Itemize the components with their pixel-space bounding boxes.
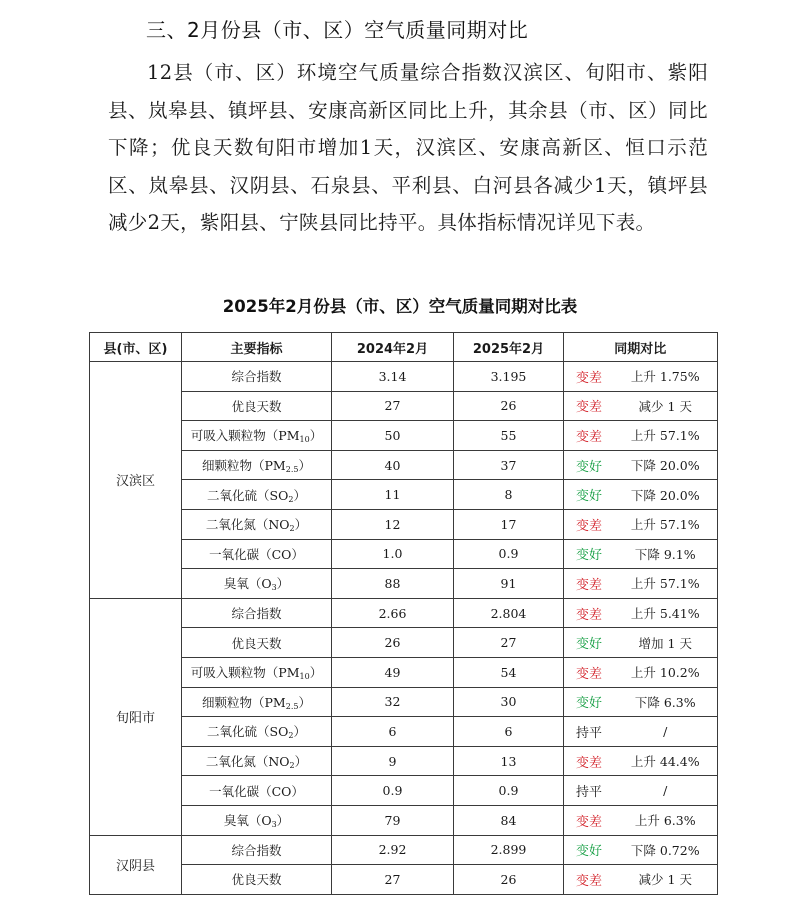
indicator-suffix: ） xyxy=(294,517,308,533)
indicator-cell xyxy=(182,598,332,628)
value-v2024: 50 xyxy=(332,421,454,451)
value-v2025: 6 xyxy=(454,717,564,747)
trend-label: 变差 xyxy=(564,805,615,835)
value-v2024: 12 xyxy=(332,509,454,539)
change-value: 上升 10.2% xyxy=(614,657,717,687)
header-2025: 2025年2月 xyxy=(454,333,564,362)
value-v2024: 27 xyxy=(332,865,454,895)
indicator-label: 细颗粒物（PM xyxy=(202,694,286,710)
indicator-cell xyxy=(182,569,332,599)
indicator-label: 二氧化硫（SO xyxy=(207,724,289,740)
trend-label: 变差 xyxy=(564,509,615,539)
indicator-label: 臭氧（O xyxy=(223,576,272,592)
table-row xyxy=(90,598,718,628)
table-row xyxy=(90,717,718,747)
indicator-label: 优良天数 xyxy=(231,635,282,651)
table-row xyxy=(90,776,718,806)
change-value: 上升 6.3% xyxy=(614,805,717,835)
indicator-suffix: ） xyxy=(293,724,306,740)
indicator-suffix: ） xyxy=(298,694,311,710)
change-value: 上升 57.1% xyxy=(614,421,717,451)
trend-label: 变好 xyxy=(564,539,615,569)
trend-label: 变好 xyxy=(564,628,615,658)
change-value: 下降 0.72% xyxy=(614,835,717,865)
value-v2024: 0.9 xyxy=(332,776,454,806)
header-compare: 同期对比 xyxy=(564,333,718,362)
indicator-label: 综合指数 xyxy=(231,842,282,858)
table-row xyxy=(90,657,718,687)
table-row xyxy=(90,628,718,658)
trend-label: 变差 xyxy=(564,598,615,628)
value-v2025: 37 xyxy=(454,450,564,480)
indicator-cell xyxy=(182,480,332,510)
indicator-subscript: 2 xyxy=(288,494,294,504)
change-value: 下降 20.0% xyxy=(614,480,717,510)
value-v2024: 3.14 xyxy=(332,362,454,392)
table-row xyxy=(90,539,718,569)
indicator-suffix: ） xyxy=(298,458,311,474)
indicator-subscript: 10 xyxy=(299,435,310,445)
table-row xyxy=(90,835,718,865)
value-v2024: 2.92 xyxy=(332,835,454,865)
change-value: / xyxy=(614,776,717,806)
value-v2024: 6 xyxy=(332,717,454,747)
value-v2025: 26 xyxy=(454,865,564,895)
table-row xyxy=(90,569,718,599)
value-v2024: 9 xyxy=(332,746,454,776)
indicator-cell xyxy=(182,717,332,747)
value-v2024: 27 xyxy=(332,391,454,421)
table-row xyxy=(90,509,718,539)
value-v2024: 26 xyxy=(332,628,454,658)
trend-label: 变差 xyxy=(564,746,615,776)
indicator-cell xyxy=(182,835,332,865)
value-v2025: 8 xyxy=(454,480,564,510)
county-cell: 旬阳市 xyxy=(90,598,182,835)
indicator-cell xyxy=(182,805,332,835)
trend-label: 变差 xyxy=(564,657,615,687)
indicator-label: 综合指数 xyxy=(231,369,282,385)
indicator-suffix: ） xyxy=(293,487,306,503)
indicator-label: 臭氧（O xyxy=(223,813,272,829)
trend-label: 持平 xyxy=(564,776,615,806)
indicator-subscript: 3 xyxy=(271,583,277,593)
table-row xyxy=(90,805,718,835)
indicator-label: 二氧化氮（NO xyxy=(205,754,290,770)
indicator-suffix: ） xyxy=(309,428,323,444)
change-value: 增加 1 天 xyxy=(614,628,717,658)
indicator-label: 细颗粒物（PM xyxy=(202,458,286,474)
change-value: 下降 6.3% xyxy=(614,687,717,717)
change-value: / xyxy=(614,717,717,747)
table-row xyxy=(90,480,718,510)
indicator-cell xyxy=(182,450,332,480)
indicator-cell xyxy=(182,657,332,687)
indicator-label: 一氧化碳（CO） xyxy=(209,546,304,562)
indicator-label: 优良天数 xyxy=(231,398,282,414)
change-value: 上升 57.1% xyxy=(614,569,717,599)
change-value: 减少 1 天 xyxy=(614,391,717,421)
indicator-cell xyxy=(182,865,332,895)
table-row xyxy=(90,865,718,895)
indicator-suffix: ） xyxy=(276,576,290,592)
indicator-suffix: ） xyxy=(294,754,308,770)
value-v2025: 26 xyxy=(454,391,564,421)
table-row xyxy=(90,421,718,451)
indicator-cell xyxy=(182,362,332,392)
table-row xyxy=(90,362,718,392)
county-cell: 汉阴县 xyxy=(90,835,182,894)
trend-label: 变好 xyxy=(564,480,615,510)
indicator-cell xyxy=(182,628,332,658)
county-cell: 汉滨区 xyxy=(90,362,182,599)
indicator-subscript: 2.5 xyxy=(285,465,299,475)
value-v2025: 2.804 xyxy=(454,598,564,628)
table-body xyxy=(90,362,718,895)
value-v2024: 49 xyxy=(332,657,454,687)
change-value: 上升 57.1% xyxy=(614,509,717,539)
value-v2025: 0.9 xyxy=(454,539,564,569)
indicator-cell xyxy=(182,776,332,806)
trend-label: 变好 xyxy=(564,450,615,480)
value-v2024: 2.66 xyxy=(332,598,454,628)
value-v2024: 88 xyxy=(332,569,454,599)
indicator-cell xyxy=(182,539,332,569)
value-v2025: 2.899 xyxy=(454,835,564,865)
header-2024: 2024年2月 xyxy=(332,333,454,362)
trend-label: 变好 xyxy=(564,835,615,865)
table-header-row xyxy=(90,333,718,362)
change-value: 下降 20.0% xyxy=(614,450,717,480)
indicator-cell xyxy=(182,746,332,776)
table-row xyxy=(90,746,718,776)
indicator-cell xyxy=(182,421,332,451)
value-v2024: 11 xyxy=(332,480,454,510)
indicator-subscript: 2.5 xyxy=(285,701,299,711)
value-v2025: 30 xyxy=(454,687,564,717)
value-v2024: 32 xyxy=(332,687,454,717)
value-v2025: 17 xyxy=(454,509,564,539)
value-v2024: 79 xyxy=(332,805,454,835)
value-v2025: 84 xyxy=(454,805,564,835)
indicator-subscript: 2 xyxy=(289,761,295,771)
table-title: 2025年2月份县（市、区）空气质量同期对比表 xyxy=(222,297,578,316)
section-heading: 三、2月份县（市、区）空气质量同期对比 xyxy=(146,18,529,42)
indicator-suffix: ） xyxy=(309,665,323,681)
indicator-subscript: 3 xyxy=(271,820,277,830)
table-row xyxy=(90,391,718,421)
air-quality-table xyxy=(89,332,718,895)
summary-paragraph xyxy=(108,54,708,242)
trend-label: 变差 xyxy=(564,865,615,895)
indicator-cell xyxy=(182,391,332,421)
table-row xyxy=(90,450,718,480)
value-v2025: 27 xyxy=(454,628,564,658)
change-value: 下降 9.1% xyxy=(614,539,717,569)
indicator-subscript: 2 xyxy=(288,731,294,741)
value-v2025: 13 xyxy=(454,746,564,776)
indicator-label: 二氧化硫（SO xyxy=(207,487,289,503)
value-v2024: 1.0 xyxy=(332,539,454,569)
trend-label: 持平 xyxy=(564,717,615,747)
indicator-label: 综合指数 xyxy=(231,606,282,622)
indicator-label: 可吸入颗粒物（PM xyxy=(190,428,300,444)
indicator-cell xyxy=(182,687,332,717)
summary-text: 12县（市、区）环境空气质量综合指数汉滨区、旬阳市、紫阳县、岚皋县、镇坪县、安康高新区同比上升，其余县（市、区）同比下降；优良天数旬阳市增加1天，汉滨区、安康高新区、恒口示范区、岚皋县、汉阴县、石泉县、平利县、白河县各减少1天，镇坪县减少2天，紫阳县、宁陕县同比持平。具体指标情况详见下表。 xyxy=(108,61,708,235)
header-county: 县(市、区) xyxy=(90,333,182,362)
indicator-subscript: 10 xyxy=(299,672,310,682)
indicator-label: 二氧化氮（NO xyxy=(205,517,290,533)
change-value: 上升 5.41% xyxy=(614,598,717,628)
header-indicator: 主要指标 xyxy=(182,333,332,362)
trend-label: 变差 xyxy=(564,421,615,451)
indicator-suffix: ） xyxy=(276,813,290,829)
value-v2025: 0.9 xyxy=(454,776,564,806)
value-v2025: 55 xyxy=(454,421,564,451)
indicator-subscript: 2 xyxy=(289,524,295,534)
indicator-label: 可吸入颗粒物（PM xyxy=(190,665,300,681)
trend-label: 变差 xyxy=(564,362,615,392)
trend-label: 变差 xyxy=(564,391,615,421)
indicator-cell xyxy=(182,509,332,539)
change-value: 上升 1.75% xyxy=(614,362,717,392)
trend-label: 变好 xyxy=(564,687,615,717)
value-v2025: 3.195 xyxy=(454,362,564,392)
trend-label: 变差 xyxy=(564,569,615,599)
value-v2024: 40 xyxy=(332,450,454,480)
change-value: 上升 44.4% xyxy=(614,746,717,776)
value-v2025: 91 xyxy=(454,569,564,599)
indicator-label: 优良天数 xyxy=(231,872,282,888)
table-row xyxy=(90,687,718,717)
change-value: 减少 1 天 xyxy=(614,865,717,895)
value-v2025: 54 xyxy=(454,657,564,687)
indicator-label: 一氧化碳（CO） xyxy=(209,783,304,799)
